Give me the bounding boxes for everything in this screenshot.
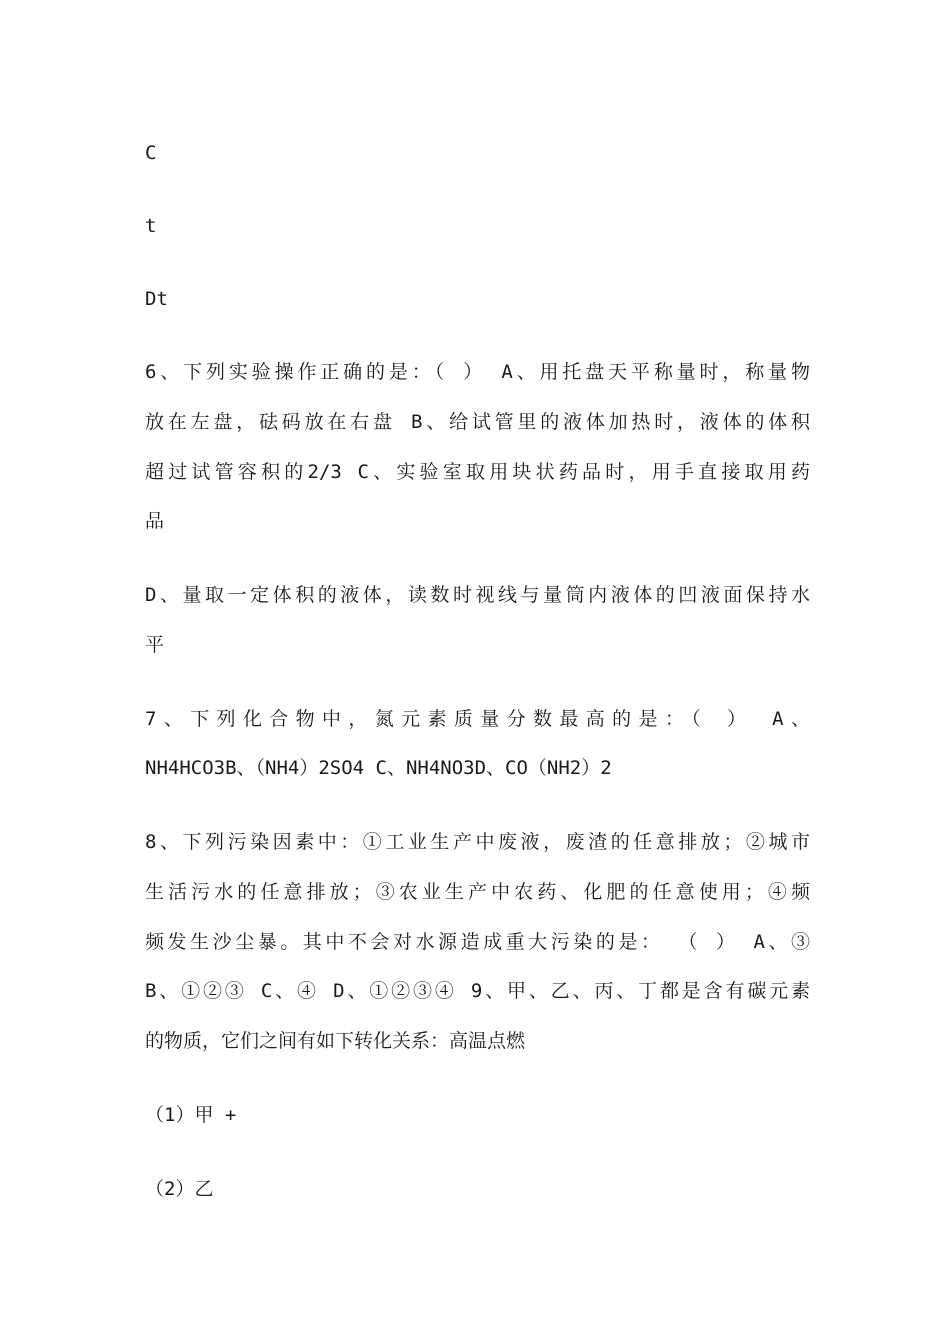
reaction-2: （2）乙: [145, 1178, 214, 1200]
question-6-line-1: 6、下列实验操作正确的是：（ ） A、用托盘天平称量时，称量物: [145, 361, 810, 383]
question-8-line-2: 生活污水的任意排放；③农业生产中农药、化肥的任意使用；④频: [145, 881, 810, 903]
question-9-line-1: 的物质，它们之间有如下转化关系：高温点燃: [145, 1030, 526, 1052]
question-8-line-1: 8、下列污染因素中：①工业生产中废液，废渣的任意排放；②城市: [145, 831, 810, 853]
text-line: C: [145, 142, 157, 164]
question-8-line-3: 频发生沙尘暴。其中不会对水源造成重大污染的是： （ ） A、③: [145, 931, 810, 953]
question-7-line-2: NH4HCO3B、（NH4）2SO4 C、NH4NO3D、CO（NH2）2: [145, 757, 612, 779]
question-7-line-1: 7、下列化合物中，氮元素质量分数最高的是：（ ） A、: [145, 708, 810, 730]
question-8-line-4: B、①②③ C、④ D、①②③④ 9、甲、乙、丙、丁都是含有碳元素: [145, 980, 810, 1002]
reaction-1: （1）甲 +: [145, 1104, 237, 1126]
question-6-line-2: 放在左盘，砝码放在右盘 B、给试管里的液体加热时，液体的体积: [145, 411, 810, 433]
question-6-line-3: 超过试管容积的2/3 C、实验室取用块状药品时，用手直接取用药: [145, 461, 810, 483]
question-6-option-d-line-2: 平: [145, 634, 165, 656]
question-6-line-4: 品: [145, 510, 165, 532]
text-line: t: [145, 215, 157, 237]
question-6-option-d-line-1: D、量取一定体积的液体，读数时视线与量筒内液体的凹液面保持水: [145, 584, 810, 606]
text-line: Dt: [145, 288, 168, 310]
